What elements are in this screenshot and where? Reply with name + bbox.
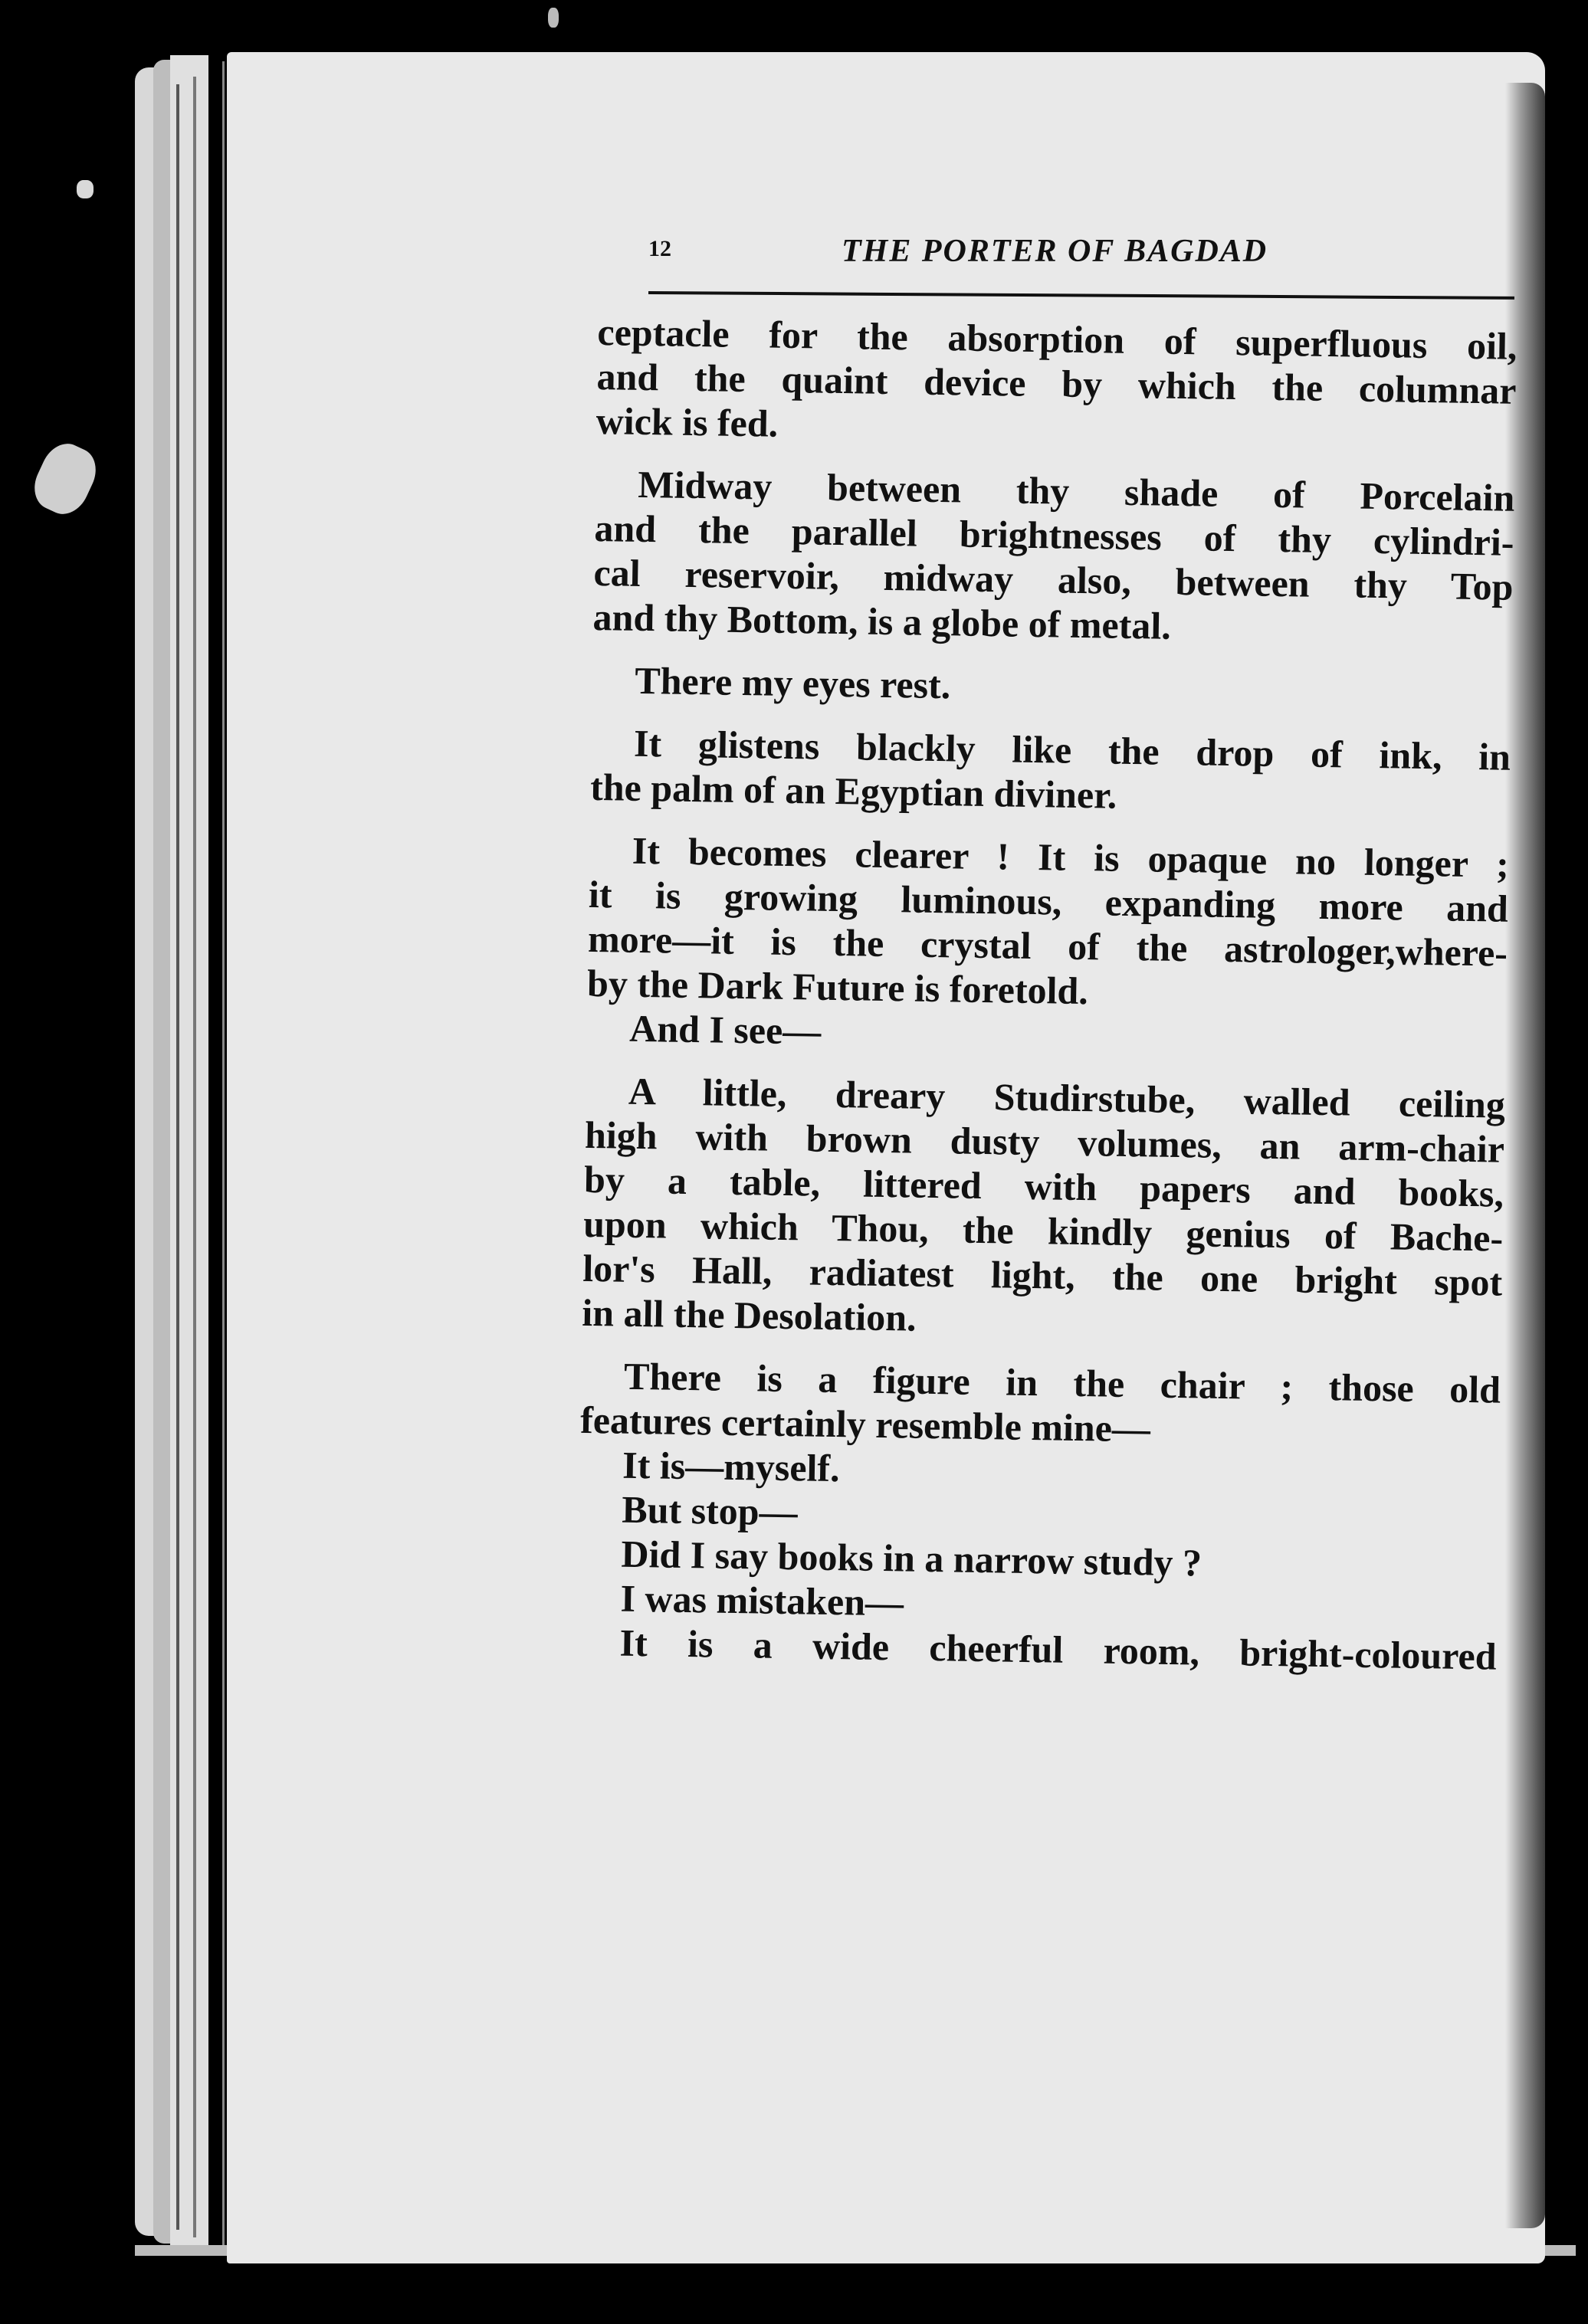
text-line: It glistens blackly like the drop of ink, in (633, 721, 1511, 778)
page-edge-line (222, 61, 225, 2253)
text-line: There is a figure in the chair ; those old (623, 1354, 1501, 1411)
dust-speck (548, 8, 559, 28)
page-header (648, 230, 1514, 276)
text-line: by the Dark Future is foretold. (586, 961, 1089, 1013)
text-line: in all the Desolation. (581, 1290, 917, 1339)
text-line: wick is fed. (596, 398, 779, 445)
text-line: I was mistaken— (620, 1576, 904, 1624)
text-line: A little, dreary Studirstube, walled ceiling (628, 1069, 1506, 1126)
text-line: Did I say books in a narrow study ? (621, 1532, 1202, 1585)
dust-speck (77, 180, 94, 198)
text-line: the palm of an Egyptian diviner. (589, 765, 1117, 817)
text-line: high with brown dusty volumes, an arm-chair (584, 1113, 1505, 1171)
dust-speck (26, 436, 103, 521)
text-line: But stop— (621, 1487, 799, 1534)
text-line: and the parallel brightnesses of thy cylindri- (594, 506, 1514, 564)
text-line: more—it is the crystal of the astrologer,where- (587, 916, 1508, 975)
page-body-text (576, 310, 1517, 1679)
text-line: And I see— (628, 1006, 822, 1053)
page-edge-line (193, 77, 196, 2237)
page-edge-line (176, 84, 179, 2230)
running-title: THE PORTER OF BAGDAD (842, 234, 1268, 269)
text-line: It is a wide cheerful room, bright-coloured (619, 1621, 1497, 1678)
text-line: and thy Bottom, is a globe of metal. (592, 595, 1172, 647)
text-line: There my eyes rest. (634, 658, 951, 707)
text-line: upon which Thou, the kindly genius of Bache- (582, 1201, 1504, 1260)
text-line: features certainly resemble mine— (579, 1398, 1151, 1450)
text-line: ceptacle for the absorption of superfluous oil, (597, 310, 1517, 368)
text-line: by a table, littered with papers and books, (583, 1157, 1504, 1215)
page-number: 12 (648, 236, 671, 261)
text-line: and the quaint device by which the columnar (596, 354, 1517, 412)
text-line: lor's Hall, radiatest light, the one bright spot (582, 1246, 1503, 1304)
text-line: It is—myself. (622, 1443, 841, 1490)
text-line: It becomes clearer ! It is opaque no longer ; (632, 828, 1510, 886)
text-line: Midway between thy shade of Porcelain (637, 462, 1515, 520)
text-line: it is growing luminous, expanding more and (588, 872, 1509, 930)
text-line: cal reservoir, midway also, between thy Top (593, 550, 1514, 608)
